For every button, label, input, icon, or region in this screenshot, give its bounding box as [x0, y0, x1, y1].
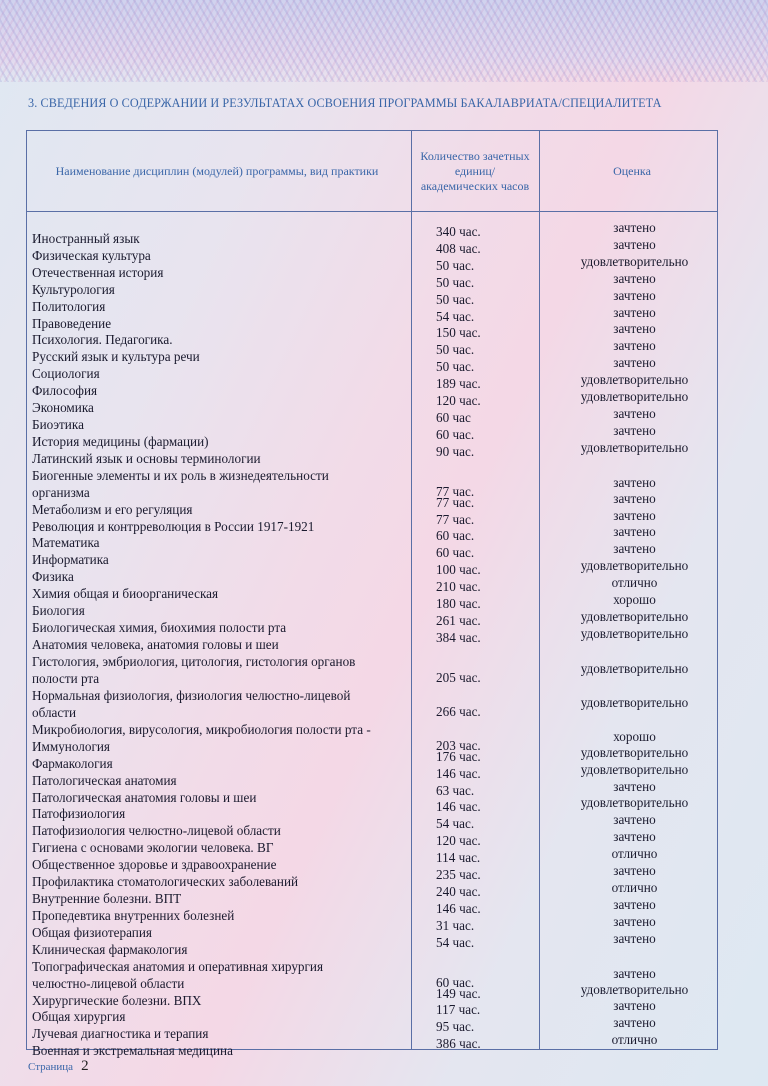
grade-value: зачтено — [613, 270, 656, 286]
discipline-name: Микробиология, вирусология, микробиология полости рта - Иммунология — [32, 721, 371, 754]
hours-value: 240 час. — [436, 883, 481, 899]
grade-value: удовлетворительно — [580, 372, 689, 388]
hours-value: 386 час. — [436, 1036, 481, 1052]
discipline-name: Военная и экстремальная медицина — [32, 1043, 233, 1059]
hours-value: 60 час. — [436, 528, 475, 544]
grade-value: удовлетворительно — [580, 389, 689, 404]
hours-value: 50 час. — [436, 274, 475, 290]
discipline-name: Лучевая диагностика и терапия — [32, 1026, 209, 1042]
grade-value: отлично — [611, 1032, 658, 1048]
page-number: 2 — [81, 1058, 89, 1074]
header-discipline: Наименование дисциплин (модулей) программы, вид практики — [55, 163, 379, 178]
hours-value: 50 час. — [436, 291, 475, 307]
grade-value: удовлетворительно — [580, 439, 689, 455]
discipline-name: Патологическая анатомия головы и шеи — [32, 789, 257, 805]
hours-value: 120 час. — [436, 833, 481, 849]
discipline-name: Русский язык и культура речи — [32, 349, 200, 365]
grade-value: зачтено — [613, 541, 656, 557]
discipline-name: Биология — [32, 603, 85, 618]
hours-value: 31 час. — [436, 917, 475, 933]
discipline-name: Химия общая и биоорганическая — [32, 586, 219, 602]
discipline-name: Культурология — [32, 281, 115, 297]
discipline-name: Патофизиология — [32, 806, 126, 822]
discipline-name: Гигиена с основами экологии человека. ВГ — [32, 840, 274, 856]
discipline-name: Правоведение — [32, 315, 112, 331]
hours-value: 235 час. — [436, 867, 481, 882]
discipline-name: Информатика — [32, 552, 109, 568]
hours-value: 146 час. — [436, 900, 481, 916]
grade-value: зачтено — [613, 896, 656, 912]
discipline-name: Психология. Педагогика. — [32, 332, 173, 348]
discipline-name: Физическая культура — [32, 247, 151, 263]
grade-value: зачтено — [613, 998, 656, 1014]
discipline-name: Иностранный язык — [32, 231, 140, 246]
table-row — [32, 687, 732, 721]
guilloche-background — [0, 0, 768, 82]
hours-value: 50 час. — [436, 342, 475, 358]
hours-value: 60 час — [436, 409, 471, 425]
grade-value: отлично — [611, 575, 658, 591]
hours-value: 384 час. — [436, 629, 481, 645]
grade-value: хорошо — [613, 728, 656, 744]
grade-value: отлично — [611, 879, 658, 895]
grade-value: зачтено — [613, 304, 656, 320]
hours-value: 54 час. — [436, 934, 475, 950]
discipline-name: Пропедевтика внутренних болезней — [32, 907, 235, 923]
hours-value: 54 час. — [436, 308, 475, 324]
grade-value: зачтено — [613, 1015, 656, 1031]
grade-value: зачтено — [613, 474, 656, 490]
grade-value: удовлетворительно — [580, 795, 689, 811]
hours-value: 180 час. — [436, 596, 481, 611]
grade-value: удовлетворительно — [580, 660, 689, 676]
discipline-name: Профилактика стоматологических заболеваний — [32, 874, 299, 889]
hours-value: 77 час. — [436, 494, 475, 510]
page-label: Страница — [28, 1061, 74, 1073]
discipline-name: Метаболизм и его регуляция — [32, 501, 193, 517]
grade-value: зачтено — [613, 405, 656, 421]
hours-value: 90 час. — [436, 443, 475, 459]
hours-value: 63 час. — [436, 782, 475, 798]
grade-value: удовлетворительно — [580, 744, 689, 760]
hours-value: 189 час. — [436, 376, 481, 392]
grade-value: зачтено — [613, 220, 656, 235]
hours-value: 77 час. — [436, 483, 475, 499]
discipline-name: Анатомия человека, анатомия головы и шеи — [32, 636, 279, 652]
discipline-name: Биологическая химия, биохимия полости рта — [32, 619, 287, 635]
hours-value: 266 час. — [436, 703, 481, 719]
grade-value: удовлетворительно — [580, 558, 689, 574]
hours-value: 146 час. — [436, 799, 481, 815]
discipline-name: Патологическая анатомия — [32, 772, 177, 788]
hours-value: 50 час. — [436, 359, 475, 375]
page-footer — [28, 1058, 89, 1075]
hours-value: 210 час. — [436, 579, 481, 595]
discipline-name: Нормальная физиология, физиология челюстно-лицевой области — [32, 687, 351, 720]
discipline-name: Социология — [32, 366, 100, 382]
hours-value: 408 час. — [436, 240, 481, 256]
discipline-name: Общая физиотерапия — [32, 924, 152, 940]
grade-value: удовлетворительно — [580, 981, 689, 997]
grade-value: зачтено — [613, 422, 656, 438]
hours-value: 60 час. — [436, 974, 475, 990]
grade-value: хорошо — [613, 592, 656, 607]
hours-value: 261 час. — [436, 612, 481, 628]
discipline-name: Общая хирургия — [32, 1009, 126, 1025]
hours-value: 117 час. — [436, 1002, 481, 1018]
grade-value: зачтено — [613, 829, 656, 845]
discipline-name: История медицины (фармации) — [32, 433, 209, 449]
grade-value: зачтено — [613, 338, 656, 354]
header-divider — [27, 211, 717, 212]
hours-value: 205 час. — [436, 669, 481, 685]
grade-value: зачтено — [613, 236, 656, 252]
discipline-name: Внутренние болезни. ВПТ — [32, 890, 182, 906]
discipline-name: Экономика — [32, 400, 94, 415]
discipline-name: Математика — [32, 535, 100, 551]
discipline-name: Топографическая анатомия и оперативная хирургия челюстно-лицевой области — [32, 958, 324, 991]
discipline-name: Хирургические болезни. ВПХ — [32, 992, 202, 1008]
hours-value: 54 час. — [436, 816, 475, 832]
grade-value: зачтено — [613, 863, 656, 878]
header-grade: Оценка — [613, 163, 651, 178]
hours-value: 340 час. — [436, 224, 481, 239]
discipline-name: Философия — [32, 383, 98, 399]
hours-value: 100 час. — [436, 562, 481, 578]
hours-value: 77 час. — [436, 511, 475, 527]
hours-value: 60 час. — [436, 545, 475, 561]
grade-value: зачтено — [613, 287, 656, 303]
discipline-name: Отечественная история — [32, 264, 164, 280]
discipline-name: Общественное здоровье и здравоохранение — [32, 857, 277, 873]
grade-value: зачтено — [613, 965, 656, 981]
discipline-name: Биоэтика — [32, 416, 84, 432]
discipline-name: Патофизиология челюстно-лицевой области — [32, 823, 281, 839]
grade-value: зачтено — [613, 778, 656, 794]
grade-value: зачтено — [613, 930, 656, 946]
discipline-name: Клиническая фармакология — [32, 941, 188, 957]
discipline-name: Гистология, эмбриология, цитология, гистология органов полости рта — [32, 653, 356, 686]
grade-value: удовлетворительно — [580, 608, 689, 624]
header-hours: Количество зачетных единиц/ академических часов — [420, 148, 530, 193]
hours-value: 114 час. — [436, 850, 481, 866]
hours-value: 146 час. — [436, 765, 481, 781]
grade-value: зачтено — [613, 524, 656, 540]
section-heading: 3. СВЕДЕНИЯ О СОДЕРЖАНИИ И РЕЗУЛЬТАТАХ ОСВОЕНИЯ ПРОГРАММЫ БАКАЛАВРИАТА/СПЕЦИАЛИТЕТА — [28, 96, 662, 110]
hours-value: 149 час. — [436, 985, 481, 1001]
grade-value: удовлетворительно — [580, 761, 689, 777]
discipline-name: Революция и контрреволюция в России 1917-1921 — [32, 518, 315, 534]
grade-value: зачтено — [613, 507, 656, 523]
discipline-name: Фармакология — [32, 755, 113, 771]
discipline-name: Латинский язык и основы терминологии — [32, 450, 261, 466]
hours-value: 203 час. — [436, 737, 481, 753]
hours-value: 150 час. — [436, 325, 481, 341]
hours-value: 50 час. — [436, 257, 475, 273]
grade-value: удовлетворительно — [580, 694, 689, 710]
grade-value: отлично — [611, 846, 658, 862]
grade-value: зачтено — [613, 321, 656, 337]
grade-value: удовлетворительно — [580, 253, 689, 269]
hours-value: 176 час. — [436, 748, 481, 764]
grade-value: зачтено — [613, 913, 656, 929]
hours-value: 60 час. — [436, 426, 475, 442]
grade-value: удовлетворительно — [580, 625, 689, 641]
grade-value: зачтено — [613, 355, 656, 371]
discipline-name: Политология — [32, 298, 106, 314]
grade-value: зачтено — [613, 490, 656, 506]
hours-value: 95 час. — [436, 1019, 475, 1035]
grade-value: зачтено — [613, 812, 656, 828]
hours-value: 120 час. — [436, 393, 481, 408]
discipline-name: Биогенные элементы и их роль в жизнедеятельности организма — [32, 467, 329, 500]
table-row — [32, 653, 732, 687]
discipline-name: Физика — [32, 569, 74, 585]
